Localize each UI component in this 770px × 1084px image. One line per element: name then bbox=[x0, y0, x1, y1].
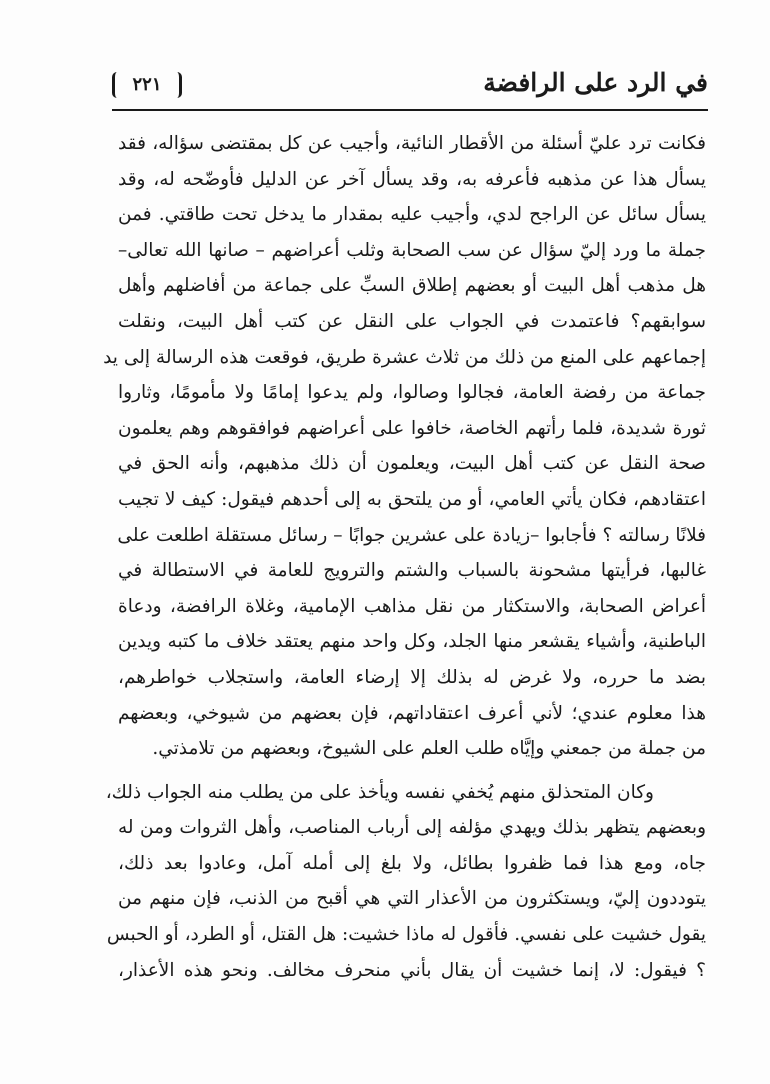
text-line: صحة النقل عن كتب أهل البيت، ويعلمون أن ذلك مذهبهم، وأنه الحق في bbox=[118, 453, 706, 475]
text-line: جماعة من رفضة العامة، فجالوا وصالوا، ولم يدعوا إمامًا ولا مأمومًا، وثاروا bbox=[118, 382, 706, 404]
page-number: ٢٢١ bbox=[132, 74, 162, 95]
paragraph bbox=[103, 126, 706, 767]
text-line: هل مذهب أهل البيت أو بعضهم إطلاق السبِّ على جماعة من أفاضلهم وأهل bbox=[118, 275, 706, 297]
text-line: من جملة من جمعني وإيَّاه طلب العلم على الشيوخ، وبعضهم من تلامذتي. bbox=[152, 738, 706, 760]
body-text bbox=[103, 126, 706, 988]
text-line: ثورة شديدة، فلما رأتهم الخاصة، خافوا على أعراضهم فوافقوهم وهم يعلمون bbox=[118, 417, 706, 439]
text-line: أعراض الصحابة، والاستكثار من نقل مذاهب الإمامية، وغلاة الرافضة، ودعاة bbox=[118, 595, 706, 617]
page-number-box bbox=[112, 72, 182, 98]
text-line: إجماعهم على المنع من ذلك من ثلاث عشرة طريق، فوقعت هذه الرسالة إلى يد bbox=[103, 346, 706, 368]
running-title: في الرد على الرافضة bbox=[483, 68, 708, 97]
text-line: ؟ فيقول: لا، إنما خشيت أن يقال بأني منحرف مخالف. ونحو هذه الأعذار، bbox=[118, 959, 706, 981]
paragraph bbox=[105, 775, 706, 989]
text-line: بضد ما حرره، ولا غرض له بذلك إلا إرضاء العامة، واستجلاب خواطرهم، bbox=[118, 666, 706, 688]
text-line: اعتقادهم، فكان يأتي العامي، أو من يلتحق به إلى أحدهم فيقول: كيف لا تجيب bbox=[118, 488, 706, 510]
text-line: سوابقهم؟ فاعتمدت في الجواب على النقل عن كتب أهل البيت، ونقلت bbox=[118, 310, 706, 332]
text-line: فلانًا رسالته ؟ فأجابوا –زيادة على عشرين جوابًا – رسائل مستقلة اطلعت على bbox=[117, 524, 706, 546]
page-header bbox=[112, 62, 708, 110]
text-line: يقول خشيت على نفسي. فأقول له ماذا خشيت: هل القتل، أو الطرد، أو الحبس bbox=[106, 924, 706, 946]
text-line: جاه، ومع هذا فما ظفروا بطائل، ولا بلغ إلى أمله آمل، وعادوا بعد ذلك، bbox=[118, 852, 706, 874]
text-line: يسأل هذا عن مذهبه فأعرفه به، وقد يسأل آخر عن الدليل فأوضّحه له، وقد bbox=[118, 168, 706, 190]
text-line: جملة ما ورد إليّ سؤال عن سب الصحابة وثلب أعراضهم – صانها الله تعالى– bbox=[118, 239, 706, 261]
text-line: وكان المتحذلق منهم يُخفي نفسه ويأخذ على من يطلب منه الجواب ذلك، bbox=[105, 781, 654, 803]
text-line: الباطنية، وأشياء يقشعر منها الجلد، وكل واحد منهم يعتقد خلاف ما كتبه ويدين bbox=[118, 631, 706, 653]
text-line: هذا معلوم عندي؛ لأني أعرف اعتقاداتهم، فإن بعضهم من شيوخي، وبعضهم bbox=[118, 702, 706, 724]
paragraph-gap bbox=[118, 767, 706, 775]
text-line: فكانت ترد عليّ أسئلة من الأقطار النائية، وأجيب عن كل بمقتضى سؤاله، فقد bbox=[118, 133, 706, 154]
text-line: وبعضهم يتظهر بذلك ويهدي مؤلفه إلى أرباب المناصب، وأهل الثروات ومن له bbox=[118, 817, 706, 839]
header-rule bbox=[112, 109, 708, 111]
text-line: غالبها، فرأيتها مشحونة بالسباب والشتم والترويج للعامة في الاستطالة في bbox=[118, 560, 706, 582]
text-line: يسأل سائل عن الراجح لدي، وأجيب عليه بمقدار ما يدخل تحت طاقتي. فمن bbox=[118, 204, 706, 226]
text-line: يتوددون إليّ، ويستكثرون من الأعذار التي هي أقبح من الذنب، فإن منهم من bbox=[118, 888, 706, 910]
